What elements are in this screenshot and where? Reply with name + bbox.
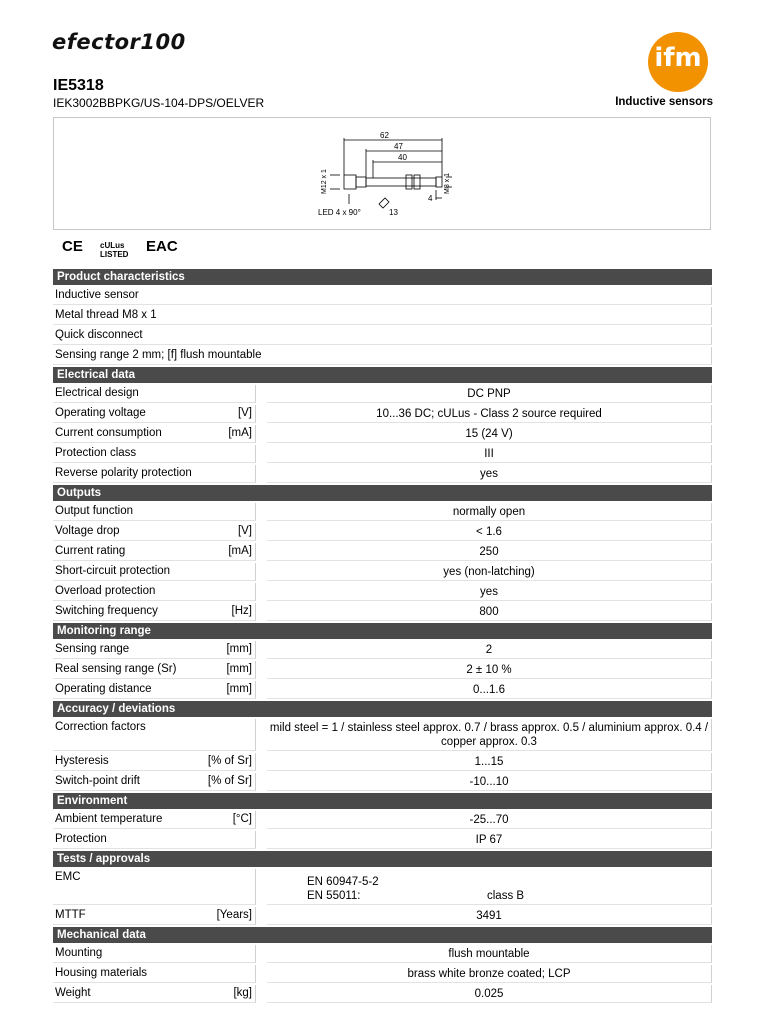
spec-value: 0...1.6 [267, 681, 712, 699]
spec-value: yes [267, 583, 712, 601]
spec-unit: [mA] [228, 427, 252, 439]
eac-mark-icon: EAC [146, 238, 178, 255]
spec-label-cell [53, 719, 256, 751]
section-header: Tests / approvals [53, 851, 712, 867]
spec-row [53, 869, 712, 905]
spec-value: < 1.6 [267, 523, 712, 541]
section-header: Environment [53, 793, 712, 809]
thread-left: M12 x 1 [321, 169, 328, 194]
spec-label-cell [53, 385, 256, 403]
spec-label: EMC [55, 871, 81, 883]
spec-label: Electrical design [55, 387, 139, 399]
spec-label-cell [53, 445, 256, 463]
section-header: Outputs [53, 485, 712, 501]
spec-row [53, 583, 712, 601]
spec-table [53, 269, 712, 1005]
ul-listed-icon: cULus LISTED [100, 241, 129, 259]
spec-label: Operating voltage [55, 407, 146, 419]
connector-collar [356, 177, 366, 187]
spec-row [53, 347, 712, 365]
spec-label-cell [53, 661, 256, 679]
spec-label: Voltage drop [55, 525, 120, 537]
spec-value: 800 [267, 603, 712, 621]
spec-value: 1...15 [267, 753, 712, 771]
product-title: IE5318 [53, 77, 104, 94]
spec-label: Current rating [55, 545, 126, 557]
spec-row [53, 425, 712, 443]
spec-value: -10...10 [267, 773, 712, 791]
spec-unit: [mm] [226, 663, 252, 675]
spec-value: brass white bronze coated; LCP [267, 965, 712, 983]
spec-value: 0.025 [267, 985, 712, 1003]
spec-label-cell [53, 965, 256, 983]
spec-label: Protection class [55, 447, 137, 459]
connector-head [344, 175, 356, 189]
spec-label: Mounting [55, 947, 103, 959]
spec-row [53, 945, 712, 963]
spec-label-cell [53, 753, 256, 771]
spec-label: Protection [55, 833, 107, 845]
spec-label: Correction factors [55, 721, 146, 733]
spec-row [53, 965, 712, 983]
spec-label-cell [53, 563, 256, 581]
section-header: Mechanical data [53, 927, 712, 943]
spec-unit: [% of Sr] [207, 755, 252, 767]
section-header: Electrical data [53, 367, 712, 383]
wrench-icon [379, 198, 389, 208]
spec-row [53, 563, 712, 581]
emc-standard [307, 889, 711, 903]
product-code: IEK3002BBPKG/US-104-DPS/OELVER [53, 96, 265, 110]
spec-value: 15 (24 V) [267, 425, 712, 443]
spec-row [53, 641, 712, 659]
spec-label: Switch-point drift [55, 775, 141, 787]
section-header: Product characteristics [53, 269, 712, 285]
spec-value: IP 67 [267, 831, 712, 849]
ce-mark-icon: CE [62, 238, 83, 255]
spec-row [53, 719, 712, 751]
spec-row [53, 503, 712, 521]
spec-label-cell [53, 773, 256, 791]
spec-value: -25...70 [267, 811, 712, 829]
sensor-thread [366, 178, 436, 186]
spec-unit: [Years] [216, 909, 252, 921]
dimension-drawing-svg [54, 118, 712, 231]
spec-row [53, 465, 712, 483]
efector-logo: efector100 [52, 30, 186, 54]
spec-label-cell [53, 945, 256, 963]
spec-label: Ambient temperature [55, 813, 163, 825]
emc-standard-name: EN 60947-5-2 [307, 876, 379, 888]
spec-value: yes (non-latching) [267, 563, 712, 581]
spec-row [53, 907, 712, 925]
dimension-drawing [53, 117, 711, 230]
feature-text: Inductive sensor [53, 287, 712, 305]
dim-4: 4 [428, 194, 433, 203]
nut-left [406, 175, 412, 189]
spec-label-cell [53, 465, 256, 483]
section-header: Accuracy / deviations [53, 701, 712, 717]
spec-row [53, 523, 712, 541]
spec-value: normally open [267, 503, 712, 521]
spec-label-cell [53, 869, 256, 905]
spec-label: Operating distance [55, 683, 152, 695]
ifm-logo [648, 32, 708, 92]
spec-row [53, 753, 712, 771]
spec-label-cell [53, 603, 256, 621]
spec-value: 2 [267, 641, 712, 659]
feature-text: Metal thread M8 x 1 [53, 307, 712, 325]
spec-row [53, 307, 712, 325]
spec-row [53, 327, 712, 345]
spec-label: Short-circuit protection [55, 565, 171, 577]
spec-label: Overload protection [55, 585, 156, 597]
spec-label-cell [53, 811, 256, 829]
spec-unit: [mm] [226, 643, 252, 655]
section-header: Monitoring range [53, 623, 712, 639]
spec-label-cell [53, 503, 256, 521]
spec-unit: [°C] [232, 813, 252, 825]
spec-row [53, 811, 712, 829]
spec-label-cell [53, 543, 256, 561]
spec-value: flush mountable [267, 945, 712, 963]
spec-label: Output function [55, 505, 133, 517]
spec-label-cell [53, 425, 256, 443]
dim-47: 47 [394, 142, 403, 151]
sensor-face [436, 177, 442, 187]
spec-row [53, 287, 712, 305]
spec-unit: [% of Sr] [207, 775, 252, 787]
spec-row [53, 405, 712, 423]
spec-row [53, 385, 712, 403]
spec-row [53, 985, 712, 1003]
spec-label: Housing materials [55, 967, 148, 979]
spec-label: Reverse polarity protection [55, 467, 192, 479]
spec-value: DC PNP [267, 385, 712, 403]
spec-value: 250 [267, 543, 712, 561]
spec-value: 2 ± 10 % [267, 661, 712, 679]
spec-row [53, 543, 712, 561]
spec-row [53, 681, 712, 699]
spec-label-cell [53, 831, 256, 849]
spec-label: Weight [55, 987, 91, 999]
spec-value: 10...36 DC; cULus - Class 2 source required [267, 405, 712, 423]
spec-value: 3491 [267, 907, 712, 925]
spec-label: Current consumption [55, 427, 162, 439]
spec-label-cell [53, 985, 256, 1003]
spec-unit: [kg] [233, 987, 252, 999]
spec-row [53, 831, 712, 849]
feature-text: Quick disconnect [53, 327, 712, 345]
spec-label: MTTF [55, 909, 86, 921]
emc-standard [307, 875, 711, 889]
spec-row [53, 661, 712, 679]
spec-label-cell [53, 681, 256, 699]
spec-value: mild steel = 1 / stainless steel approx. 0.7 / brass approx. 0.5 / aluminium approx. 0.4 / copper approx. 0.3 [267, 719, 712, 751]
spec-label: Real sensing range (Sr) [55, 663, 177, 675]
spec-value: yes [267, 465, 712, 483]
nut-right [414, 175, 420, 189]
ifm-logo-text: ifm [654, 43, 702, 73]
spec-unit: [mm] [226, 683, 252, 695]
spec-row [53, 773, 712, 791]
spec-label-cell [53, 405, 256, 423]
feature-text: Sensing range 2 mm; [f] flush mountable [53, 347, 712, 365]
emc-standard-class: class B [487, 890, 525, 902]
spec-label-cell [53, 523, 256, 541]
spec-label: Hysteresis [55, 755, 109, 767]
spec-value: III [267, 445, 712, 463]
thread-right: M8 x 1 [444, 172, 451, 194]
spec-value [267, 869, 712, 905]
spec-label: Switching frequency [55, 605, 158, 617]
spec-unit: [Hz] [231, 605, 252, 617]
spec-unit: [mA] [228, 545, 252, 557]
spec-unit: [V] [237, 525, 252, 537]
spec-label-cell [53, 641, 256, 659]
spec-row [53, 603, 712, 621]
dim-62: 62 [380, 131, 389, 140]
wrench-size: 13 [389, 208, 398, 217]
emc-standard-name: EN 55011: [307, 890, 361, 902]
spec-label: Sensing range [55, 643, 130, 655]
spec-label-cell [53, 583, 256, 601]
spec-unit: [V] [237, 407, 252, 419]
dim-40: 40 [398, 153, 407, 162]
spec-label-cell [53, 907, 256, 925]
spec-row [53, 445, 712, 463]
led-label: LED 4 x 90° [318, 208, 361, 217]
product-category: Inductive sensors [615, 96, 713, 108]
